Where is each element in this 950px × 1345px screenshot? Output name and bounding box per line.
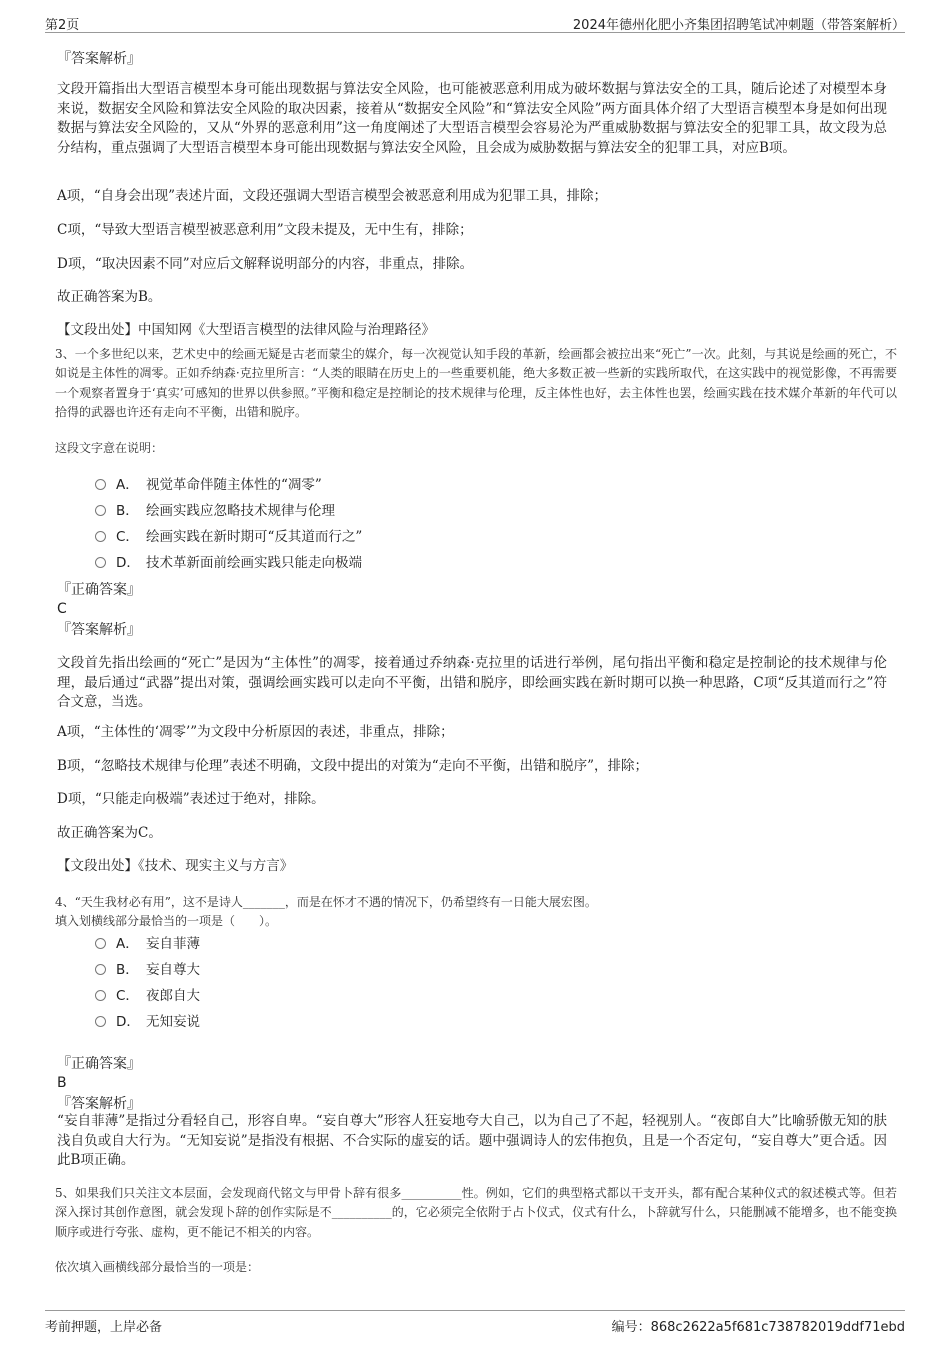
radio-icon[interactable] [95, 479, 106, 490]
radio-icon[interactable] [95, 557, 106, 568]
q3-analysis-tag: 『答案解析』 [57, 622, 141, 638]
q3-stem: 3、一个多世纪以来，艺术史中的绘画无疑是古老而蒙尘的媒介，每一次视觉认知手段的革新，绘画都会被拉出来“死亡”一次。此刻，与其说是绘画的死亡，不如说是主体性的凋零。正如乔纳森·克拉里所言：“人类的眼睛在历史上的一些重要机能，绝大多数正被一些新的实践所取代，在这实践中的视觉影像，不再需要一个观察者置身于‘真实’可感知的世界以供参照。”平衡和稳定是控制论的技术规律与伦理，反主体性也好，去主体性也罢，绘画实践在技术媒介革新的年代可以拾得的武器也许还有走向不平衡，出错和脱序。 [55, 347, 897, 419]
q4-prompt: 填入划横线部分最恰当的一项是（ ）。 [55, 914, 278, 928]
q3-option-a[interactable]: A． 视觉革命伴随主体性的“凋零” [95, 475, 322, 495]
q4-option-a[interactable]: A． 妄自菲薄 [95, 934, 200, 954]
q3-analysis-option-d: D项，“只能走向极端”表述过于绝对，排除。 [57, 791, 325, 807]
q2-analysis-option-a: A项，“自身会出现”表述片面，文段还强调大型语言模型会被恶意利用成为犯罪工具，排除； [57, 188, 608, 204]
q3-option-d[interactable]: D． 技术革新面前绘画实践只能走向极端 [95, 553, 362, 573]
radio-icon[interactable] [95, 964, 106, 975]
q3-analysis-conclusion: 故正确答案为C。 [57, 825, 162, 841]
q4-stem: 4、“天生我材必有用”，这不是诗人_______，而是在怀才不遇的情况下，仍希望终有一日能大展宏图。 [55, 895, 597, 909]
q5-stem: 5、如果我们只关注文本层面，会发现商代铭文与甲骨卜辞有很多__________性。例如，它们的典型格式都以干支开头，都有配合某种仪式的叙述模式等。但若深入探讨其创作意图，就会发现卜辞的创作实际是不__________的，它必须完全依附于占卜仪式，仪式有什么，卜辞就写什么，只能删减不能增多，也不能变换顺序或进行夸张、虚构，更不能记不相关的内容。 [55, 1186, 897, 1239]
q3-source: 【文段出处】《技术、现实主义与方言》 [57, 858, 294, 874]
q4-option-c[interactable]: C． 夜郎自大 [95, 986, 200, 1006]
q3-answer-tag: 『正确答案』 [57, 582, 141, 598]
q4-option-d[interactable]: D． 无知妄说 [95, 1012, 200, 1032]
q2-analysis-tag: 『答案解析』 [57, 51, 141, 67]
q4-answer-tag: 『正确答案』 [57, 1056, 141, 1072]
document-title: 2024年德州化肥小齐集团招聘笔试冲刺题（带答案解析） [572, 18, 905, 33]
q3-prompt: 这段文字意在说明： [55, 441, 164, 455]
q2-analysis-conclusion: 故正确答案为B。 [57, 289, 162, 305]
q3-analysis-paragraph: 文段首先指出绘画的“死亡”是因为“主体性”的凋零，接着通过乔纳森·克拉里的话进行举例，尾句指出平衡和稳定是控制论的技术规律与伦理，最后通过“武器”提出对策，强调绘画实践可以走向不平衡，出错和脱序，即绘画实践在新时期可以换一种思路，C项“反其道而行之”符合文意，当选。 [57, 655, 887, 710]
q2-analysis-option-c: C项，“导致大型语言模型被恶意利用”文段未提及，无中生有，排除； [57, 222, 473, 238]
page-footer [45, 1310, 905, 1337]
page-number: 第2页 [45, 18, 80, 33]
radio-icon[interactable] [95, 990, 106, 1001]
q4-option-b[interactable]: B． 妄自尊大 [95, 960, 200, 980]
page-header [45, 12, 905, 33]
q3-option-c[interactable]: C． 绘画实践在新时期可“反其道而行之” [95, 527, 362, 547]
footer-code: 编号：868c2622a5f681c738782019ddf71ebd [611, 1320, 905, 1335]
q4-analysis-paragraph: “妄自菲薄”是指过分看轻自己，形容自卑。“妄自尊大”形容人狂妄地夸大自己，以为自己了不起，轻视别人。“夜郎自大”比喻骄傲无知的肤浅自负或自大行为。“无知妄说”是指没有根据、不合实际的虚妄的话。题中强调诗人的宏伟抱负，且是一个否定句，“妄自尊大”更合适。因此B项正确。 [57, 1113, 887, 1168]
q4-answer: B [57, 1075, 67, 1091]
q5-prompt: 依次填入画横线部分最恰当的一项是： [55, 1260, 260, 1274]
q3-analysis-option-a: A项，“主体性的‘凋零’”为文段中分析原因的表述，非重点，排除； [57, 724, 454, 740]
q3-analysis-option-b: B项，“忽略技术规律与伦理”表述不明确，文段中提出的对策为“走向不平衡，出错和脱序”，排除； [57, 758, 649, 774]
q2-analysis-option-d: D项，“取决因素不同”对应后文解释说明部分的内容，非重点，排除。 [57, 256, 474, 272]
footer-slogan: 考前押题，上岸必备 [45, 1320, 163, 1335]
q3-option-b[interactable]: B． 绘画实践应忽略技术规律与伦理 [95, 501, 335, 521]
q3-answer: C [57, 601, 67, 617]
radio-icon[interactable] [95, 938, 106, 949]
radio-icon[interactable] [95, 531, 106, 542]
radio-icon[interactable] [95, 1016, 106, 1027]
q2-analysis-paragraph: 文段开篇指出大型语言模型本身可能出现数据与算法安全风险，也可能被恶意利用成为破坏数据与算法安全的工具，随后论述了对模型本身来说，数据安全风险和算法安全风险的取决因素，接着从“数据安全风险”和“算法安全风险”两方面具体介绍了大型语言模型本身是如何出现数据与算法安全风险的，又从“外界的恶意利用”这一角度阐述了大型语言模型会容易沦为严重威胁数据与算法安全的犯罪工具，故文段为总分结构，重点强调了大型语言模型本身可能出现数据与算法安全风险，且会成为威胁数据与算法安全的犯罪工具，对应B项。 [57, 81, 887, 156]
q4-analysis-tag: 『答案解析』 [57, 1096, 141, 1112]
radio-icon[interactable] [95, 505, 106, 516]
q2-source: 【文段出处】中国知网《大型语言模型的法律风险与治理路径》 [57, 322, 435, 338]
